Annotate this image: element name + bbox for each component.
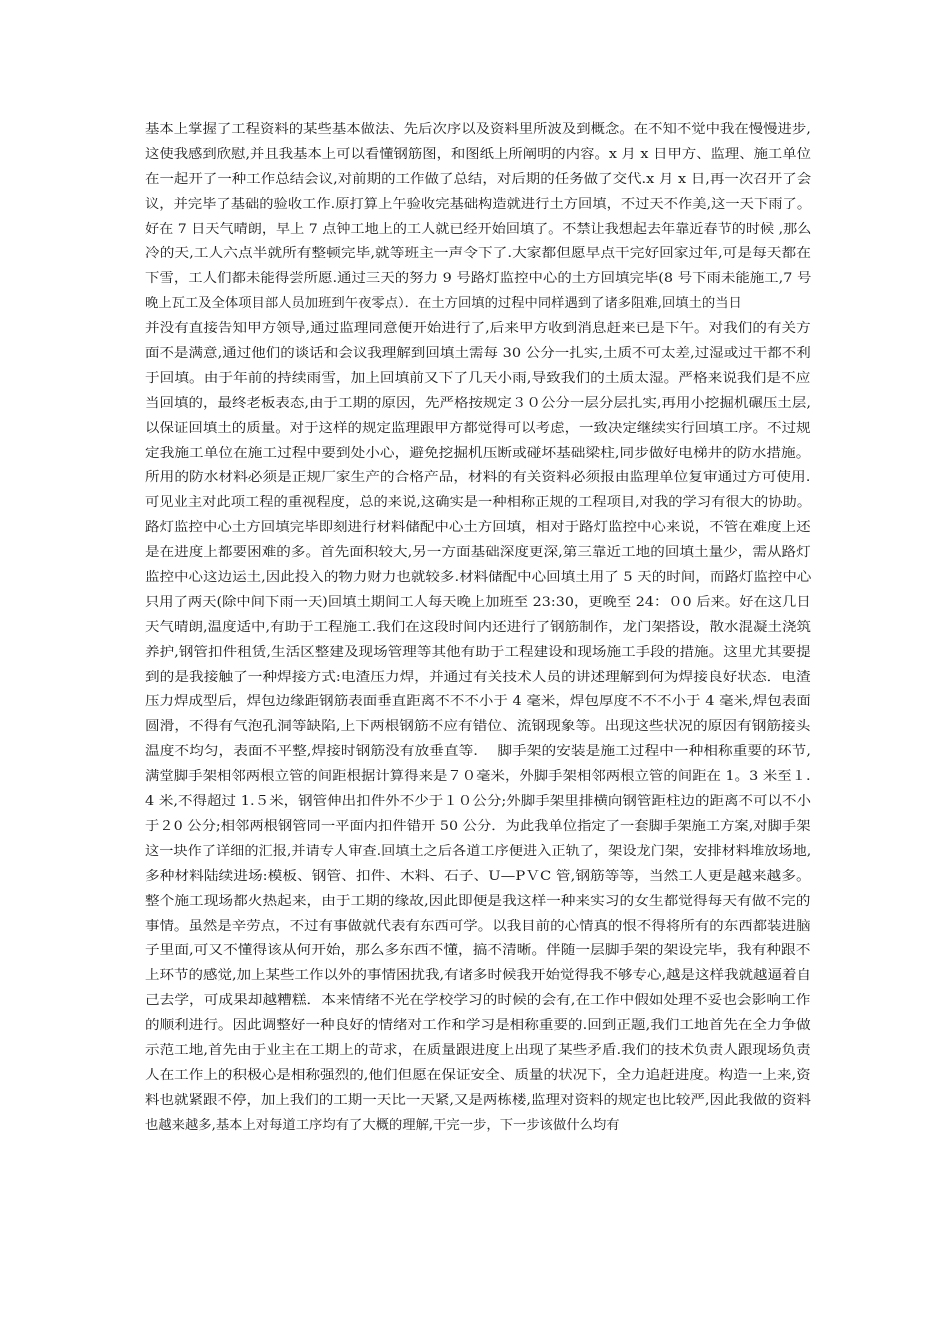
text-line: 基本上掌握了工程资料的某些基本做法、先后次序以及资料里所波及到概念。在不知不觉中我在慢慢进步, <box>145 122 811 137</box>
text-line: 是在进度上都要困难的多。首先面积较大,另一方面基础深度更深,第三靠近工地的回填土量少，需从路灯 <box>145 545 811 561</box>
text-line: 冷的天,工人六点半就所有整顿完毕,就等班主一声令下了.大家都但愿早点干完好回家过年,可是每天都在 <box>145 246 811 262</box>
text-line: 满堂脚手架相邻两根立管的间距根据计算得来是７０毫米，外脚手架相邻两根立管的间距在 1。3 米至１. <box>145 769 811 785</box>
text-line: 到的是我接触了一种焊接方式:电渣压力焊，并通过有关技术人员的讲述理解到何为焊接良好状态．电渣 <box>145 669 811 685</box>
text-line: 的顺利进行。因此调整好一种良好的情绪对工作和学习是相称重要的.回到正题,我们工地首先在全力争做 <box>145 1018 811 1034</box>
text-line: 子里面,可又不懂得该从何开始，那么多东西不懂，搞不清晰。伴随一层脚手架的架设完毕，我有种跟不 <box>145 943 811 959</box>
body-text <box>145 118 811 1139</box>
text-line: 这一块作了详细的汇报,并请专人审查.回填土之后各道工序便进入正轨了，架设龙门架，安排材料堆放场地, <box>145 843 812 859</box>
text-line: 4 米,不得超过 1.５米，钢管伸出扣件外不少于１０公分;外脚手架里排横向钢管距柱边的距离不可以不小 <box>145 794 812 810</box>
text-line: 养护,钢管扣件租赁,生活区整建及现场管理等其他有助于工程建设和现场施工手段的措施。这里尤其要提 <box>145 644 811 660</box>
text-line: 路灯监控中心土方回填完毕即刻进行材料储配中心土方回填，相对于路灯监控中心来说，不管在难度上还 <box>145 520 811 536</box>
text-line: 定我施工单位在施工过程中要到处小心，避免挖掘机压断或碰坏基础梁柱,同步做好电梯井的防水措施。 <box>145 445 811 461</box>
text-line: 压力焊成型后，焊包边缘距钢筋表面垂直距离不不不小于 4 毫米，焊包厚度不不不小于 4 毫米,焊包表面 <box>145 694 811 710</box>
text-line: 事情。虽然是辛劳点，不过有事做就代表有东西可学。以我目前的心情真的恨不得将所有的东西都装进脑 <box>145 918 811 934</box>
text-line: 面不是满意,通过他们的谈话和会议我理解到回填土需每 30 公分一扎实,土质不可太差,过湿或过干都不利 <box>145 346 811 362</box>
text-line: 晚上瓦工及全体项目部人员加班到午夜零点）．在土方回填的过程中同样遇到了诸多阻难,回填土的当日 <box>145 296 742 312</box>
text-line: 议，并完毕了基础的验收工作.原打算上午验收完基础构造就进行土方回填，不过天不作美,这一天下雨了。 <box>145 196 812 212</box>
text-line: 并没有直接告知甲方领导,通过监理同意便开始进行了,后来甲方收到消息赶来已是下午。对我们的有关方 <box>145 321 811 337</box>
text-line: 下雪，工人们都未能得尝所愿.通过三天的努力 9 号路灯监控中心的土方回填完毕(8 号下雨未能施工,7 号 <box>145 271 812 287</box>
text-line: 于２0 公分;相邻两根钢管同一平面内扣件错开 50 公分．为此我单位指定了一套脚手架施工方案,对脚手架 <box>145 818 811 834</box>
text-line: 天气晴朗,温度适中,有助于工程施工.我们在这段时间内还进行了钢筋制作，龙门架搭设，散水混凝土浇筑 <box>145 619 811 635</box>
text-line: 温度不均匀，表面不平整,焊接时钢筋没有放垂直等. 脚手架的安装是施工过程中一种相称重要的环节, <box>145 744 811 760</box>
text-line: 圆滑，不得有气泡孔洞等缺陷,上下两根钢筋不应有错位、流钢现象等。出现这些状况的原因有钢筋接头 <box>145 719 811 735</box>
text-line: 于回填。由于年前的持续雨雪，加上回填前又下了几天小雨,导致我们的土质太湿。严格来说我们是不应 <box>145 370 811 386</box>
text-line: 在一起开了一种工作总结会议,对前期的工作做了总结，对后期的任务做了交代.x 月 x 日,再一次召开了会 <box>145 171 812 187</box>
text-line: 示范工地,首先由于业主在工期上的苛求，在质量跟进度上出现了某些矛盾.我们的技术负责人跟现场负责 <box>145 1042 811 1058</box>
text-line: 当回填的，最终老板表态,由于工期的原因，先严格按规定３０公分一层分层扎实,再用小挖掘机碾压土层, <box>145 395 811 411</box>
text-line: 整个施工现场都火热起来，由于工期的缘故,因此即便是我这样一种来实习的女生都觉得每天有做不完的 <box>145 893 811 909</box>
text-line: 所用的防水材料必须是正规厂家生产的合格产品，材料的有关资料必须报由监理单位复审通过方可使用. <box>145 470 811 486</box>
text-line: 监控中心这边运土,因此投入的物力财力也就较多.材料储配中心回填土用了 5 天的时间，而路灯监控中心 <box>145 570 812 586</box>
text-line: 己去学，可成果却越糟糕．本来情绪不光在学校学习的时候的会有,在工作中假如处理不妥也会影响工作 <box>145 993 811 1009</box>
text-line: 可见业主对此项工程的重视程度，总的来说,这确实是一种相称正规的工程项目,对我的学习有很大的协助。 <box>145 495 812 511</box>
text-line: 料也就紧跟不停，加上我们的工期一天比一天紧,又是两栋楼,监理对资料的规定也比较严,因此我做的资料 <box>145 1092 811 1108</box>
text-line: 也越来越多,基本上对每道工序均有了大概的理解,干完一步，下一步该做什么均有 <box>145 1117 620 1133</box>
text-line: 人在工作上的积极心是相称强烈的,他们但愿在保证安全、质量的状况下，全力追赶进度。构造一上来,资 <box>145 1067 811 1083</box>
text-line: 好在 7 日天气晴朗，早上 7 点钟工地上的工人就已经开始回填了。不禁让我想起去年靠近春节的时候 ,那么 <box>145 221 812 237</box>
text-line: 上环节的感觉,加上某些工作以外的事情困扰我,有诸多时候我开始觉得我不够专心,越是这样我就越逼着自 <box>145 968 811 984</box>
text-line: 以保证回填土的质量。对于这样的规定监理跟甲方都觉得可以考虑，一致决定继续实行回填工序。不过规 <box>145 420 811 436</box>
text-line: 这使我感到欣慰,并且我基本上可以看懂钢筋图，和图纸上所阐明的内容。x 月 x 日甲方、监理、施工单位 <box>145 146 811 162</box>
text-line: 多种材料陆续进场:模板、钢管、扣件、木料、石子、U—PＶC 管,钢筋等等，当然工人更是越来越多。 <box>145 868 811 884</box>
text-line: 只用了两天(除中间下雨一天)回填土期间工人每天晚上加班至 23:30，更晚至 24：０0 后来。好在这几日 <box>145 594 811 610</box>
